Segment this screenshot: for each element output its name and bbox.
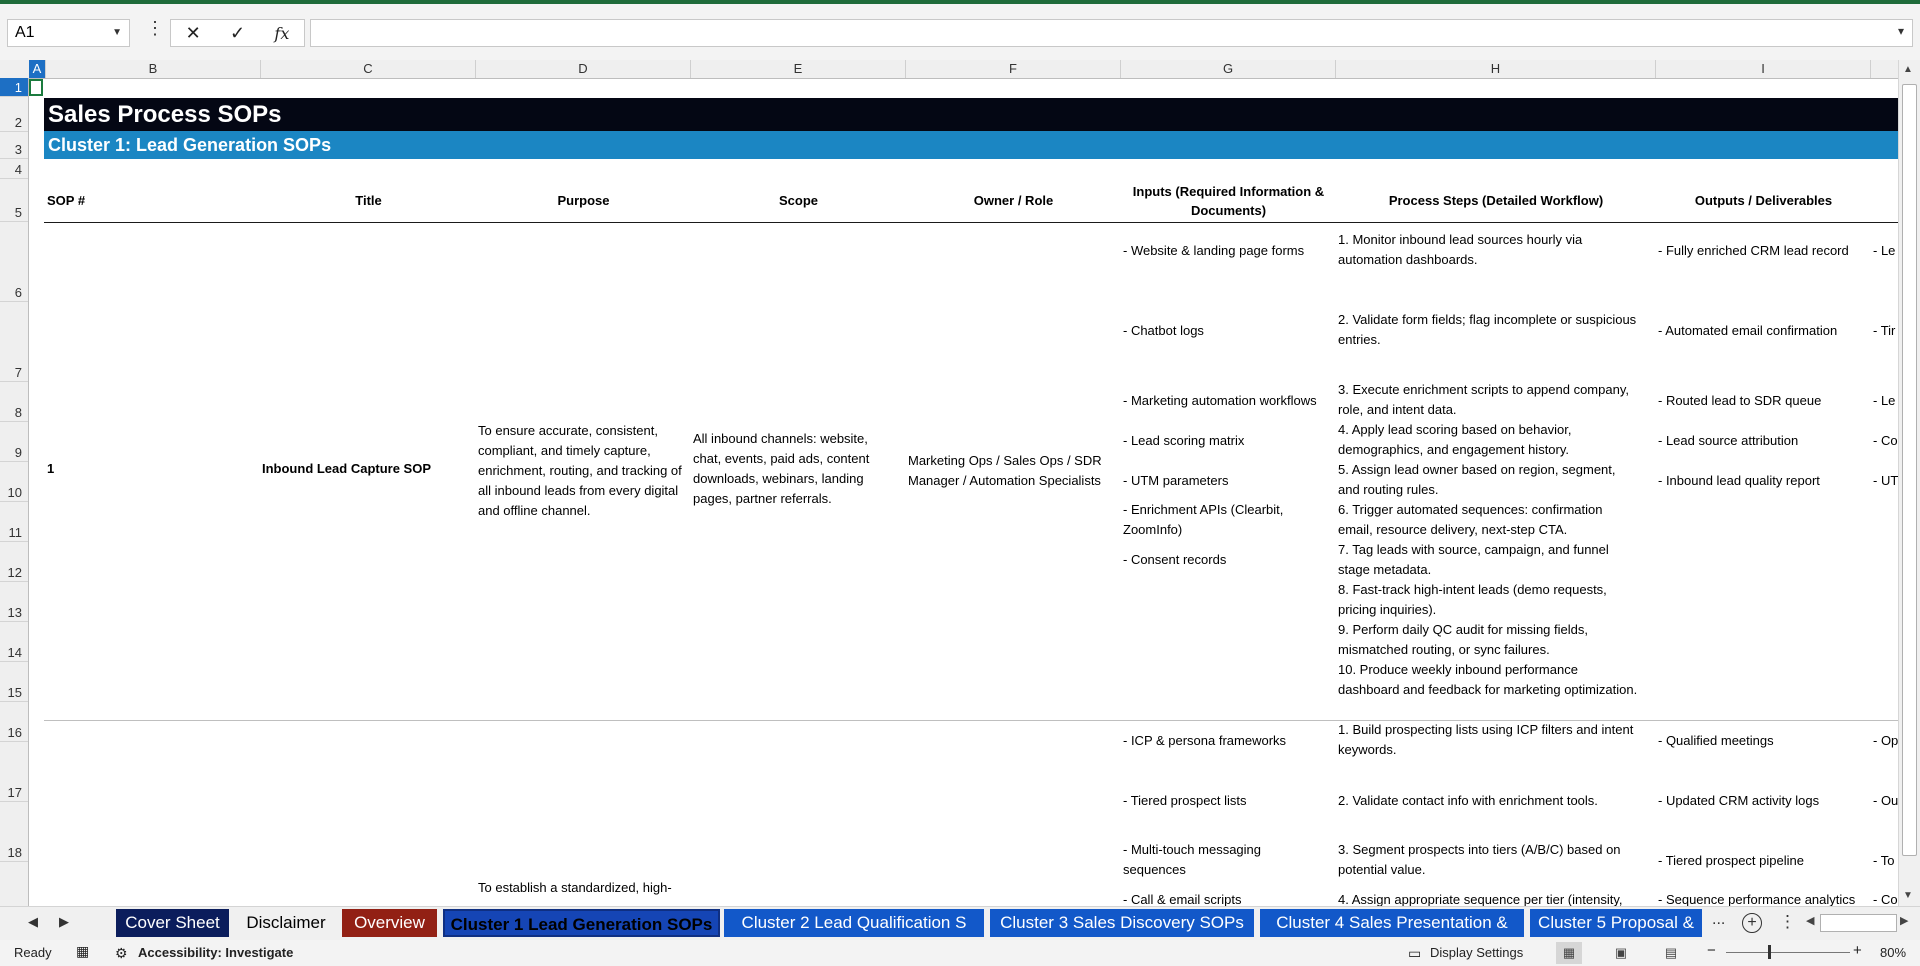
zoom-in-button[interactable]: + [1853, 942, 1862, 959]
sop1-purpose[interactable]: To ensure accurate, consistent, compliant, and timely capture, enrichment, routing, and tracking of all inbound leads from every digital and offline channel. [478, 423, 682, 518]
scroll-up-icon[interactable]: ▲ [1903, 64, 1913, 75]
sop2-step-1[interactable]: 1. Build prospecting lists using ICP filters and intent keywords. [1338, 722, 1634, 757]
sop1-step-10[interactable]: 10. Produce weekly inbound performance dashboard and feedback for marketing optimization. [1338, 662, 1638, 697]
scroll-down-icon[interactable]: ▼ [1903, 890, 1913, 901]
tab-disclaimer[interactable]: Disclaimer [236, 909, 336, 937]
sop2-output-1[interactable]: - Qualified meetings [1658, 733, 1774, 748]
accessibility-status[interactable]: Accessibility: Investigate [138, 945, 294, 960]
sop2-output-2[interactable]: - Updated CRM activity logs [1658, 793, 1820, 808]
row-header-2[interactable]: 2 [0, 97, 28, 132]
sop2-col-j-1[interactable]: - Op [1873, 733, 1898, 748]
header-inputs: Inputs (Required Information & Documents) [1132, 183, 1325, 218]
column-header-f[interactable]: F [906, 60, 1121, 78]
column-headers [0, 60, 1898, 79]
column-header-a[interactable]: A [29, 60, 46, 78]
sop1-number[interactable]: 1 [47, 461, 55, 476]
name-box-value: A1 [15, 24, 35, 41]
row-header-3[interactable]: 3 [0, 132, 28, 159]
column-header-e[interactable]: E [691, 60, 906, 78]
normal-view-icon[interactable]: ▦ [1556, 942, 1582, 964]
zoom-slider-thumb[interactable] [1768, 945, 1771, 959]
header-scope: Scope [778, 193, 818, 208]
sop1-step-8[interactable]: 8. Fast-track high-intent leads (demo requests, pricing inquiries). [1338, 582, 1607, 617]
tab-cluster-1[interactable]: Cluster 1 Lead Generation SOPs [443, 909, 720, 937]
row-header-11[interactable]: 11 [0, 502, 28, 542]
sop1-input-2[interactable]: - Chatbot logs [1123, 323, 1204, 338]
row-header-14[interactable]: 14 [0, 622, 28, 662]
enter-icon[interactable]: ✓ [230, 22, 246, 43]
horizontal-scroll-thumb[interactable] [1820, 914, 1897, 932]
cancel-icon[interactable]: ✕ [185, 22, 201, 43]
header-purpose: Purpose [557, 193, 610, 208]
status-bar [0, 940, 1920, 966]
column-header-c[interactable]: C [261, 60, 476, 78]
sop1-step-2[interactable]: 2. Validate form fields; flag incomplete or suspicious entries. [1338, 312, 1637, 347]
row-header-8[interactable]: 8 [0, 382, 28, 422]
row-header-5[interactable]: 5 [0, 179, 28, 222]
sop2-step-3[interactable]: 3. Segment prospects into tiers (A/B/C) based on potential value. [1338, 842, 1621, 877]
column-header-d[interactable]: D [476, 60, 691, 78]
tab-scroll-right-icon[interactable]: ▶ [59, 914, 69, 929]
header-title: Title [355, 193, 382, 208]
zoom-out-button[interactable]: − [1707, 942, 1716, 959]
sop1-col-j-5[interactable]: - UT [1873, 473, 1898, 488]
tab-scroll-left-icon[interactable]: ◀ [28, 914, 38, 929]
sop2-input-1[interactable]: - ICP & persona frameworks [1123, 733, 1287, 748]
zoom-slider[interactable] [1726, 952, 1850, 953]
more-options-icon[interactable]: ⋮ [1779, 912, 1796, 931]
sheet-tabs-bar [0, 906, 1920, 941]
page-layout-icon[interactable]: ▣ [1614, 945, 1628, 960]
sop1-output-5[interactable]: - Inbound lead quality report [1658, 473, 1820, 488]
sop2-output-4[interactable]: - Sequence performance analytics [1658, 892, 1856, 906]
row-header-18[interactable]: 18 [0, 802, 28, 862]
sop1-step-9[interactable]: 9. Perform daily QC audit for missing fields, mismatched routing, or sync failures. [1338, 622, 1588, 657]
display-settings-icon[interactable]: ▭ [1408, 945, 1422, 961]
row-header-1[interactable]: 1 [0, 78, 28, 97]
name-box[interactable] [7, 19, 130, 47]
row-header-10[interactable]: 10 [0, 462, 28, 502]
column-header-i[interactable]: I [1656, 60, 1871, 78]
scroll-right-icon[interactable]: ▶ [1900, 915, 1909, 927]
formula-input[interactable] [310, 19, 1913, 47]
sop2-output-3[interactable]: - Tiered prospect pipeline [1658, 853, 1804, 868]
status-ready: Ready [14, 945, 52, 960]
tab-cluster-3[interactable]: Cluster 3 Sales Discovery SOPs [990, 909, 1254, 937]
header-process-steps: Process Steps (Detailed Workflow) [1388, 193, 1604, 208]
sop2-input-4[interactable]: - Call & email scripts [1123, 892, 1242, 906]
row-header-7[interactable]: 7 [0, 302, 28, 382]
sop1-scope[interactable]: All inbound channels: website, chat, events, paid ads, content downloads, webinars, landing pages, partner referrals. [693, 431, 870, 506]
scroll-thumb[interactable] [1902, 84, 1917, 856]
sop1-col-j-4[interactable]: - Co [1873, 433, 1898, 448]
sop2-input-2[interactable]: - Tiered prospect lists [1123, 793, 1247, 808]
tab-cluster-4[interactable]: Cluster 4 Sales Presentation & [1260, 909, 1524, 937]
sop1-input-6[interactable]: - Enrichment APIs (Clearbit, ZoomInfo) [1123, 502, 1284, 537]
sop2-purpose[interactable]: To establish a standardized, high- [478, 880, 672, 895]
tab-cover-sheet[interactable]: Cover Sheet [116, 909, 229, 937]
row-header-6[interactable]: 6 [0, 222, 28, 302]
sop1-col-j-2[interactable]: - Tir [1873, 323, 1896, 338]
sop1-input-7[interactable]: - Consent records [1123, 552, 1227, 567]
sop1-input-3[interactable]: - Marketing automation workflows [1123, 393, 1317, 408]
insert-function-icon[interactable]: fx [274, 23, 290, 43]
sheet-title: Sales Process SOPs [44, 98, 1898, 131]
column-header-h[interactable]: H [1336, 60, 1656, 78]
active-cell-a1[interactable] [29, 79, 43, 96]
row-header-12[interactable]: 12 [0, 542, 28, 582]
sop1-step-4[interactable]: 4. Apply lead scoring based on behavior, demographics, and engagement history. [1338, 422, 1572, 457]
sop1-owner[interactable]: Marketing Ops / Sales Ops / SDR Manager / Automation Specialists [908, 453, 1102, 488]
header-border [44, 222, 1898, 223]
chevron-down-icon[interactable]: ▼ [112, 27, 122, 38]
vertical-scrollbar[interactable] [1898, 60, 1920, 906]
sop1-input-4[interactable]: - Lead scoring matrix [1123, 433, 1245, 448]
display-settings-button[interactable]: Display Settings [1430, 945, 1524, 960]
row-headers [0, 78, 29, 906]
sop1-output-3[interactable]: - Routed lead to SDR queue [1658, 393, 1822, 408]
tab-overview[interactable]: Overview [342, 909, 437, 937]
more-tabs-button[interactable]: ... [1712, 911, 1726, 928]
column-header-j[interactable] [1871, 60, 1898, 78]
scroll-left-icon[interactable]: ◀ [1806, 915, 1815, 927]
sop2-step-4[interactable]: 4. Assign appropriate sequence per tier (intensity, [1338, 892, 1623, 906]
tab-cluster-5[interactable]: Cluster 5 Proposal & [1530, 909, 1702, 937]
sop1-step-1[interactable]: 1. Monitor inbound lead sources hourly via automation dashboards. [1338, 232, 1583, 267]
sop1-output-4[interactable]: - Lead source attribution [1658, 433, 1799, 448]
row-header-9[interactable]: 9 [0, 422, 28, 462]
horizontal-scrollbar[interactable] [1806, 914, 1910, 932]
row-header-17[interactable]: 17 [0, 742, 28, 802]
worksheet-grid[interactable] [29, 78, 1898, 906]
sop1-step-3[interactable]: 3. Execute enrichment scripts to append company, role, and intent data. [1338, 382, 1629, 417]
cluster-title: Cluster 1: Lead Generation SOPs [44, 131, 1898, 159]
column-header-b[interactable]: B [46, 60, 261, 78]
sop2-step-2[interactable]: 2. Validate contact info with enrichment tools. [1338, 793, 1598, 808]
sop1-col-j-3[interactable]: - Le [1873, 393, 1896, 408]
tab-cluster-2[interactable]: Cluster 2 Lead Qualification S [724, 909, 984, 937]
formula-buttons [170, 19, 305, 47]
macro-recording-icon[interactable]: ▦ [76, 943, 90, 959]
sop2-col-j-2[interactable]: - Ou [1873, 793, 1898, 808]
header-sop-number: SOP # [47, 193, 86, 208]
formula-bar [0, 4, 1920, 60]
sop1-step-5[interactable]: 5. Assign lead owner based on region, segment, and routing rules. [1338, 462, 1616, 497]
add-sheet-icon[interactable]: + [1742, 913, 1762, 933]
header-outputs: Outputs / Deliverables [1694, 193, 1833, 208]
sop1-step-6[interactable]: 6. Trigger automated sequences: confirmation email, resource delivery, next-step CTA. [1338, 502, 1603, 537]
zoom-level[interactable]: 80% [1880, 945, 1907, 960]
sop1-input-5[interactable]: - UTM parameters [1123, 473, 1229, 488]
sop2-col-j-4[interactable]: - Co [1873, 892, 1898, 906]
row-header-4[interactable]: 4 [0, 159, 28, 179]
row-header-15[interactable]: 15 [0, 662, 28, 702]
page-break-preview-icon[interactable]: ▤ [1664, 945, 1678, 960]
sop2-col-j-3[interactable]: - To [1873, 853, 1895, 868]
row-header-13[interactable]: 13 [0, 582, 28, 622]
expand-formula-bar-icon[interactable]: ▾ [1897, 24, 1904, 38]
sop1-output-1[interactable]: - Fully enriched CRM lead record [1658, 243, 1849, 258]
sop1-output-2[interactable]: - Automated email confirmation [1658, 323, 1838, 338]
accessibility-icon[interactable]: ⚙ [115, 945, 128, 961]
header-owner: Owner / Role [973, 193, 1054, 208]
column-header-g[interactable]: G [1121, 60, 1336, 78]
sop2-input-3[interactable]: - Multi-touch messaging sequences [1123, 842, 1261, 877]
row-header-16[interactable]: 16 [0, 702, 28, 742]
sop1-col-j-1[interactable]: - Le [1873, 243, 1896, 258]
sop1-step-7[interactable]: 7. Tag leads with source, campaign, and funnel stage metadata. [1338, 542, 1609, 577]
sop1-input-1[interactable]: - Website & landing page forms [1123, 243, 1305, 258]
sop1-title[interactable]: Inbound Lead Capture SOP [262, 461, 432, 476]
more-options-icon[interactable]: ⋮ [146, 18, 164, 38]
